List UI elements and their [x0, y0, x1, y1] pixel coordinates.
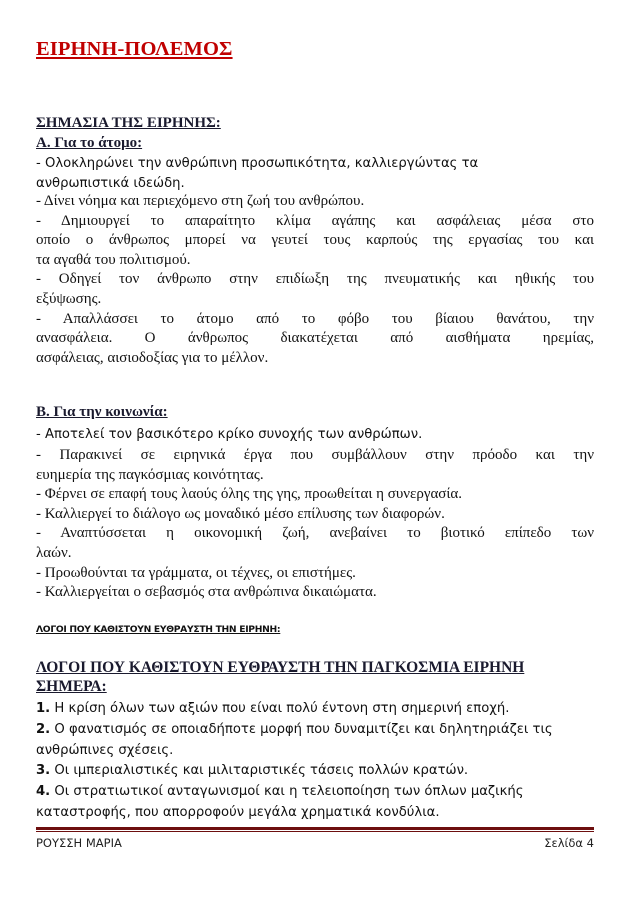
text-line: ανασφάλεια. Ο άνθρωπος διακατέχεται από αισθήματα ηρεμίας,	[36, 330, 594, 347]
list-item: 2. Ο φανατισμός σε οποιαδήποτε μορφή που δυναμιτίζει και δηλητηριάζει τις	[36, 721, 553, 737]
text-line: - Καλλιεργεί το διάλογο ως μοναδικό μέσο επίλυσης των διαφορών.	[36, 505, 445, 522]
text-line: εξύψωσης.	[36, 290, 102, 307]
paragraph-individual-2	[36, 192, 594, 368]
text-line: ανθρωπιστικά ιδεώδη.	[36, 175, 185, 191]
paragraph-society-1	[36, 425, 594, 445]
section-heading: ΛΟΓΟΙ ΠΟΥ ΚΑΘΙΣΤΟΥΝ ΕΥΘΡΑΥΣΤΗ ΤΗΝ ΠΑΓΚΟΣΜΙΑ ΕΙΡΗΝΗ	[36, 659, 525, 676]
text-line: λαών.	[36, 544, 72, 561]
text-line: - Απαλλάσσει το άτομο από το φόβο του βίαιου θανάτου, την	[36, 310, 594, 327]
text-line: - Φέρνει σε επαφή τους λαούς όλης της γης, προωθείται η συνεργασία.	[36, 486, 463, 503]
text-line: - Προωθούνται τα γράμματα, οι τέχνες, οι επιστήμες.	[36, 564, 356, 581]
text-line: ευημερία της παγκόσμιας κοινότητας.	[36, 466, 264, 483]
section-fragile-peace	[36, 658, 594, 696]
footer-rule	[36, 827, 594, 830]
text-line: τα αγαθά του πολιτισμού.	[36, 251, 191, 268]
text-line: - Παρακινεί σε ειρηνικά έργα που συμβάλλουν στην πρόοδο και την	[36, 447, 594, 463]
text-line: - Δημιουργεί το απαραίτητο κλίμα αγάπης και ασφάλειας μέσα στο	[36, 212, 594, 229]
text-line: - Αναπτύσσεται η οικονομική ζωή, ανεβαίνει το βιοτικό επίπεδο των	[36, 525, 594, 542]
text-line: - Αποτελεί τον βασικότερο κρίκο συνοχής των ανθρώπων.	[36, 427, 423, 442]
footer-page-number: Σελίδα 4	[544, 836, 594, 850]
list-item-continuation: καταστροφής, που απορροφούν μεγάλα χρηματικά κονδύλια.	[36, 804, 440, 820]
section-heading: ΣΗΜΕΡΑ:	[36, 678, 107, 695]
document-title: ΕΙΡΗΝΗ-ΠΟΛΕΜΟΣ	[36, 38, 233, 60]
subsection-heading: Β. Για την κοινωνία:	[36, 404, 168, 420]
text-line: - Οδηγεί τον άνθρωπο στην επιδίωξη της πνευματικής και ηθικής του	[36, 271, 594, 288]
footer-author: ΡΟΥΣΣΗ ΜΑΡΙΑ	[36, 836, 122, 850]
footer-rule-thin	[36, 831, 594, 832]
text-line: - Καλλιεργείται ο σεβασμός στα ανθρώπινα δικαιώματα.	[36, 584, 377, 601]
section-society	[36, 403, 594, 423]
small-heading	[36, 624, 594, 635]
list-item: 1. Η κρίση όλων των αξιών που είναι πολύ έντονη στη σημερινή εποχή.	[36, 701, 510, 716]
paragraph-individual-1	[36, 154, 594, 193]
section-heading: ΣΗΜΑΣΙΑ ΤΗΣ ΕΙΡΗΝΗΣ:	[36, 115, 221, 131]
paragraph-society-2	[36, 446, 594, 603]
list-item: 3. Οι ιμπεριαλιστικές και μιλιταριστικές τάσεις πολλών κρατών.	[36, 763, 469, 779]
subsection-heading: Α. Για το άτομο:	[36, 134, 143, 151]
small-heading-text: ΛΟΓΟΙ ΠΟΥ ΚΑΘΙΣΤΟΥΝ ΕΥΘΡΑΥΣΤΗ ΤΗΝ ΕΙΡΗΝΗ:	[36, 624, 281, 635]
text-line: - Ολοκληρώνει την ανθρώπινη προσωπικότητα, καλλιεργώντας τα	[36, 156, 479, 171]
page-footer	[36, 836, 594, 850]
text-line: οποίο ο άνθρωπος μπορεί να γευτεί τους καρπούς της εργασίας του και	[36, 232, 594, 249]
list-item-continuation: ανθρώπινες σχέσεις.	[36, 742, 174, 758]
text-line: - Δίνει νόημα και περιεχόμενο στη ζωή του ανθρώπου.	[36, 193, 365, 209]
text-line: ασφάλειας, αισιοδοξίας για το μέλλον.	[36, 349, 269, 366]
section-peace-importance	[36, 114, 594, 153]
list-item: 4. Οι στρατιωτικοί ανταγωνισμοί και η τελειοποίηση των όπλων μαζικής	[36, 784, 524, 800]
reasons-list	[36, 699, 594, 824]
